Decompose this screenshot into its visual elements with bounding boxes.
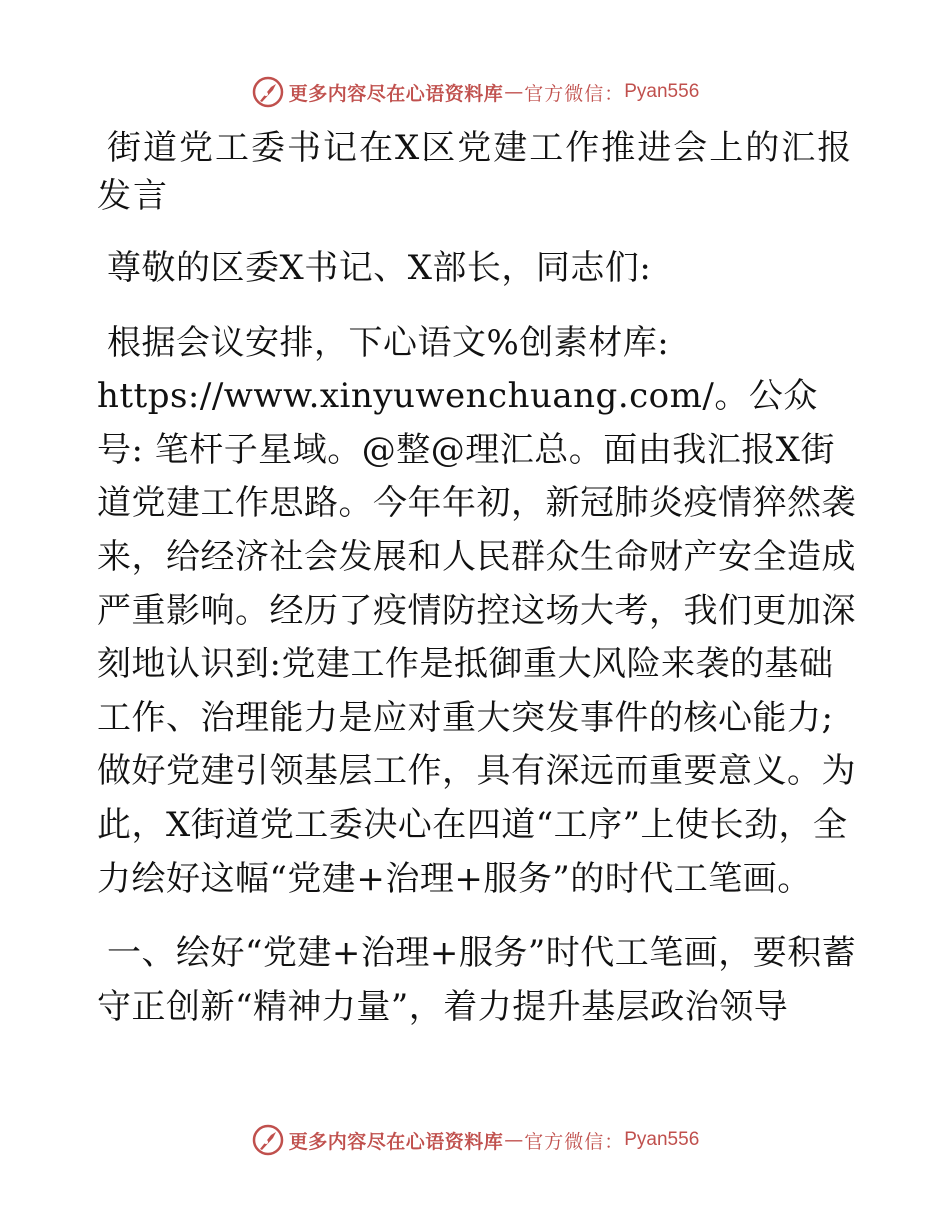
banner-wechat-label: 官方微信：	[524, 82, 625, 105]
footer-watermark-banner	[0, 1118, 950, 1162]
body-paragraph: 根据会议安排，下心语文%创素材库: https://www.xinyuwenchuang.com/。公众号: 笔杆子星域。@整@理汇总。面由我汇报X街道党建工作思路。今年年初，新冠肺炎疫情猝然袭来，给经济社会发展和人民群众生命财产安全造成严重影响。经历了疫情防控这场大考，我们更加深刻地认识到:党建工作是抵御重大风险来袭的基础工作、治理能力是应对重大突发事件的核心能力;做好党建引领基层工作，具有深远而重要意义。为此，X街道党工委决心在四道“工序”上使长劲，全力绘好这幅“党建+治理+服务”的时代工笔画。	[97, 322, 856, 899]
banner-wechat-label: 官方微信：	[524, 1130, 625, 1153]
banner-separator: —	[504, 1129, 524, 1151]
salutation: 尊敬的区委X书记、X部长，同志们:	[107, 248, 652, 288]
banner-wechat-id: Pyan556	[624, 81, 700, 102]
banner-brand-text: 更多内容尽在心语资料库	[288, 82, 504, 105]
pen-nib-logo-icon	[251, 75, 285, 109]
document-body	[97, 118, 857, 1034]
header-watermark-banner	[0, 70, 950, 114]
banner-wechat-id: Pyan556	[624, 1129, 700, 1150]
banner-separator: —	[504, 81, 524, 103]
pen-nib-logo-icon	[251, 1123, 285, 1157]
document-title: 街道党工委书记在X区党建工作推进会上的汇报发言	[97, 128, 854, 216]
section-heading: 一、绘好“党建+治理+服务”时代工笔画，要积蓄守正创新“精神力量”，着力提升基层政治领导	[97, 933, 857, 1027]
banner-brand-text: 更多内容尽在心语资料库	[288, 1130, 504, 1153]
